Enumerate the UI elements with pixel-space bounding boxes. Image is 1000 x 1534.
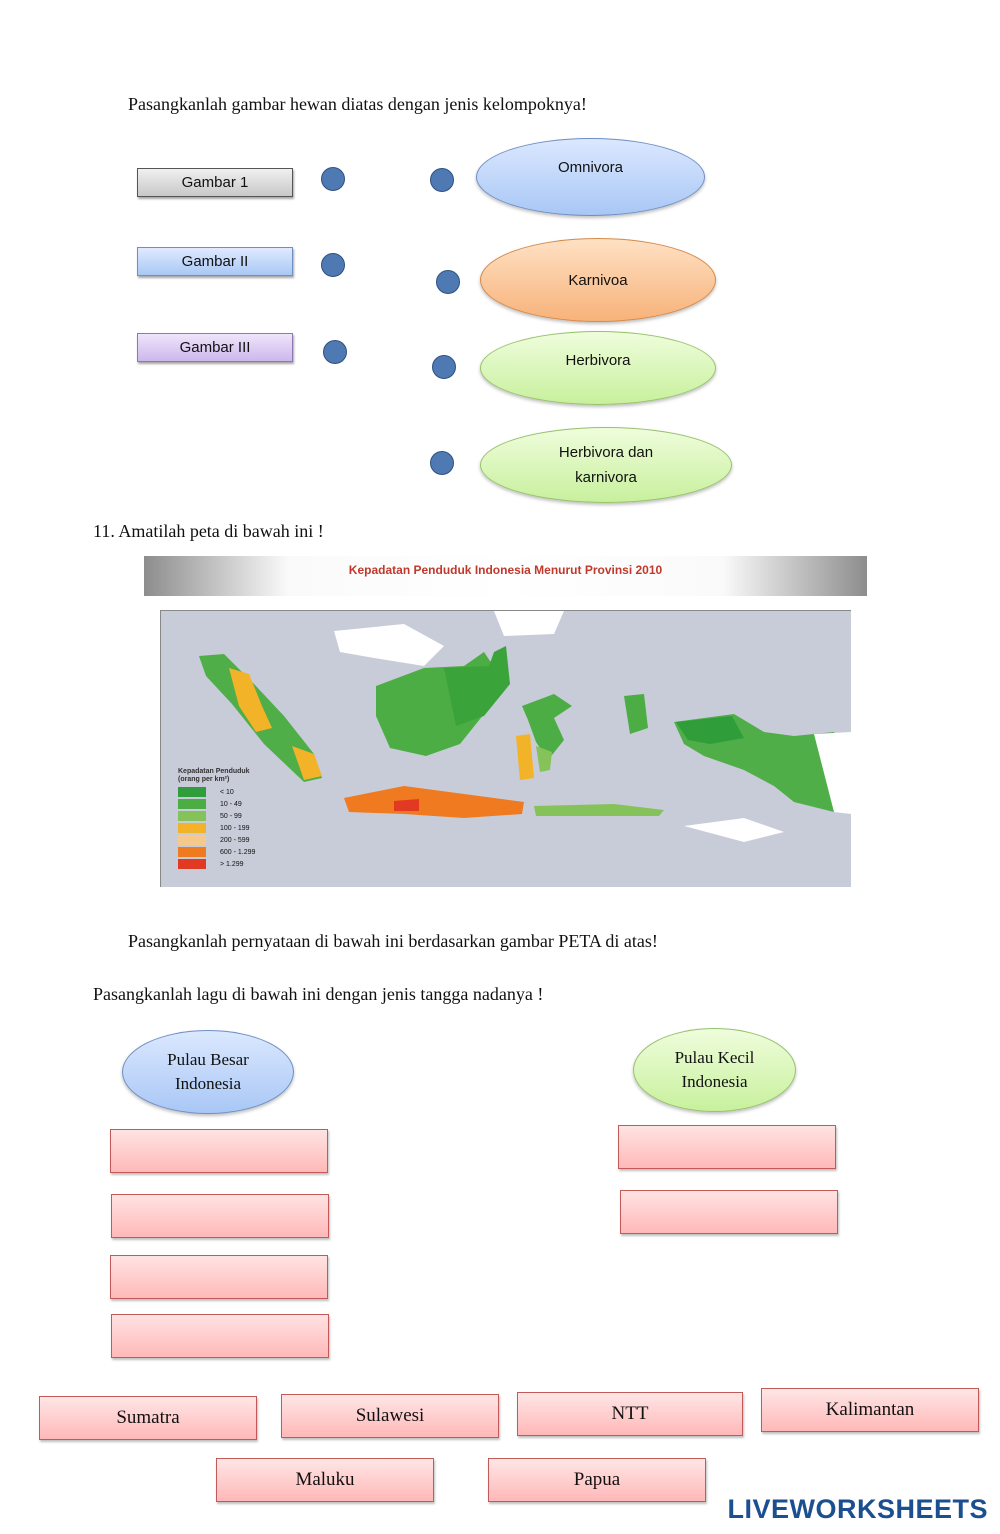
connector-dot-karnivora[interactable] — [436, 270, 460, 294]
drop-zone-besar-1[interactable] — [110, 1129, 328, 1173]
pulau-kecil-label: Pulau Kecil Indonesia — [674, 1048, 755, 1091]
omnivora-label: Omnivora — [557, 159, 624, 176]
map-legend — [178, 786, 255, 870]
legend-row: < 10 — [178, 786, 255, 798]
connector-dot-gambar-3[interactable] — [323, 340, 347, 364]
matching-instruction: Pasangkanlah gambar hewan diatas dengan jenis kelompoknya! — [128, 94, 587, 114]
map-legend-title: Kepadatan Penduduk (orang per km²) — [178, 768, 250, 783]
legend-row: 200 - 599 — [178, 834, 255, 846]
option-sulawesi[interactable]: Sulawesi — [281, 1394, 499, 1438]
gambar-1-box: Gambar 1 — [137, 168, 293, 197]
herbivora-oval — [480, 331, 716, 405]
pulau-besar-label: Pulau Besar Indonesia — [167, 1050, 249, 1093]
connector-dot-herbivora[interactable] — [432, 355, 456, 379]
option-kalimantan[interactable]: Kalimantan — [761, 1388, 979, 1432]
karnivora-oval — [480, 238, 716, 322]
herbivora-karnivora-label: Herbivora dan karnivora — [558, 444, 654, 486]
question-11: 11. Amatilah peta di bawah ini ! — [93, 521, 324, 541]
gambar-2-box: Gambar II — [137, 247, 293, 276]
pulau-besar-category — [122, 1030, 294, 1114]
population-density-map — [144, 556, 867, 887]
option-sumatra[interactable]: Sumatra — [39, 1396, 257, 1440]
drop-zone-besar-2[interactable] — [111, 1194, 329, 1238]
legend-row: 100 - 199 — [178, 822, 255, 834]
map-instruction: Pasangkanlah pernyataan di bawah ini berdasarkan gambar PETA di atas! — [128, 931, 658, 951]
karnivora-label: Karnivoa — [568, 271, 628, 289]
option-papua[interactable]: Papua — [488, 1458, 706, 1502]
pulau-kecil-category — [633, 1028, 796, 1112]
legend-row: 600 - 1.299 — [178, 846, 255, 858]
connector-dot-gambar-1[interactable] — [321, 167, 345, 191]
drop-zone-kecil-1[interactable] — [618, 1125, 836, 1169]
drop-zone-besar-3[interactable] — [110, 1255, 328, 1299]
gambar-3-box: Gambar III — [137, 333, 293, 362]
song-instruction: Pasangkanlah lagu di bawah ini dengan jenis tangga nadanya ! — [93, 984, 544, 1004]
map-title: Kepadatan Penduduk Indonesia Menurut Provinsi 2010 — [348, 563, 663, 577]
option-ntt[interactable]: NTT — [517, 1392, 743, 1436]
connector-dot-gambar-2[interactable] — [321, 253, 345, 277]
liveworksheets-logo: LIVEWORKSHEETS — [727, 1494, 988, 1524]
legend-row: 10 - 49 — [178, 798, 255, 810]
option-maluku[interactable]: Maluku — [216, 1458, 434, 1502]
omnivora-oval — [476, 138, 705, 216]
legend-row: 50 - 99 — [178, 810, 255, 822]
herbivora-karnivora-oval — [480, 427, 732, 503]
connector-dot-herbivora-karnivora[interactable] — [430, 451, 454, 475]
legend-row: > 1.299 — [178, 858, 255, 870]
herbivora-label: Herbivora — [565, 352, 631, 369]
drop-zone-besar-4[interactable] — [111, 1314, 329, 1358]
connector-dot-omnivora[interactable] — [430, 168, 454, 192]
drop-zone-kecil-2[interactable] — [620, 1190, 838, 1234]
